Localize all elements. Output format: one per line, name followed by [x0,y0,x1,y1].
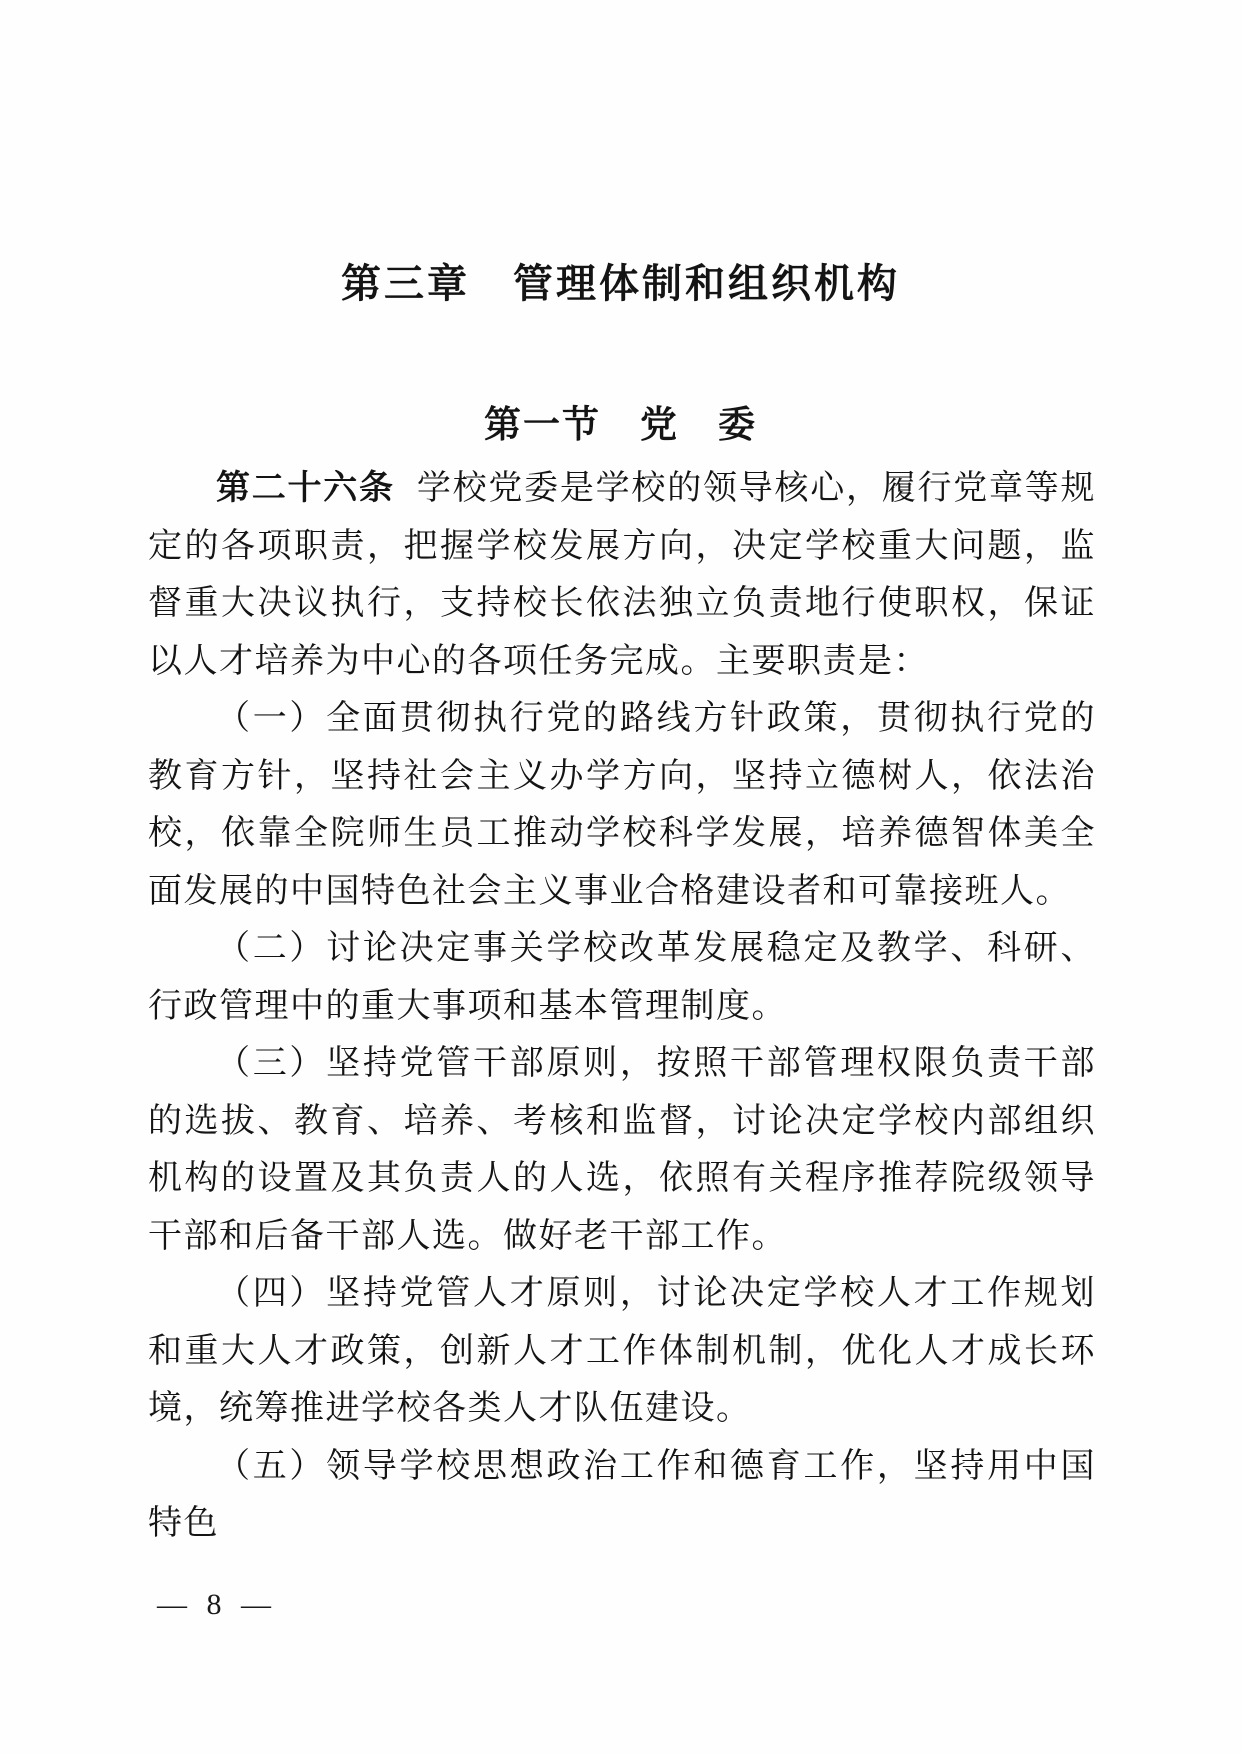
article-item-5: （五）领导学校思想政治工作和德育工作，坚持用中国特色 [148,1447,1096,1542]
section-title: 第一节 党 委 [484,404,757,445]
article-number-label: 第二十六条 [216,469,395,507]
article-item-2: （二）讨论决定事关学校改革发展稳定及教学、科研、行政管理中的重大事项和基本管理制度。 [148,930,1096,1025]
article-body [148,460,1096,1553]
article-item-3: （三）坚持党管干部原则，按照干部管理权限负责干部的选拔、教育、培养、考核和监督，讨论决定学校内部组织机构的设置及其负责人的人选，依照有关程序推荐院级领导干部和后备干部人选。做好老干部工作。 [148,1045,1096,1255]
article-intro-paragraph [148,460,1096,690]
article-intro-text: 学校党委是学校的领导核心，履行党章等规定的各项职责，把握学校发展方向，决定学校重大问题，监督重大决议执行，支持校长依法独立负责地行使职权，保证以人才培养为中心的各项任务完成。主要职责是： [148,470,1097,680]
article-item-4: （四）坚持党管人才原则，讨论决定学校人才工作规划和重大人才政策，创新人才工作体制机制，优化人才成长环境，统筹推进学校各类人才队伍建设。 [148,1275,1096,1427]
chapter-title: 第三章 管理体制和组织机构 [341,262,900,306]
page-number: — 8 — [157,1588,277,1621]
article-item-1: （一）全面贯彻执行党的路线方针政策，贯彻执行党的教育方针，坚持社会主义办学方向，坚持立德树人，依法治校，依靠全院师生员工推动学校科学发展，培养德智体美全面发展的中国特色社会主义事业合格建设者和可靠接班人。 [148,700,1096,910]
